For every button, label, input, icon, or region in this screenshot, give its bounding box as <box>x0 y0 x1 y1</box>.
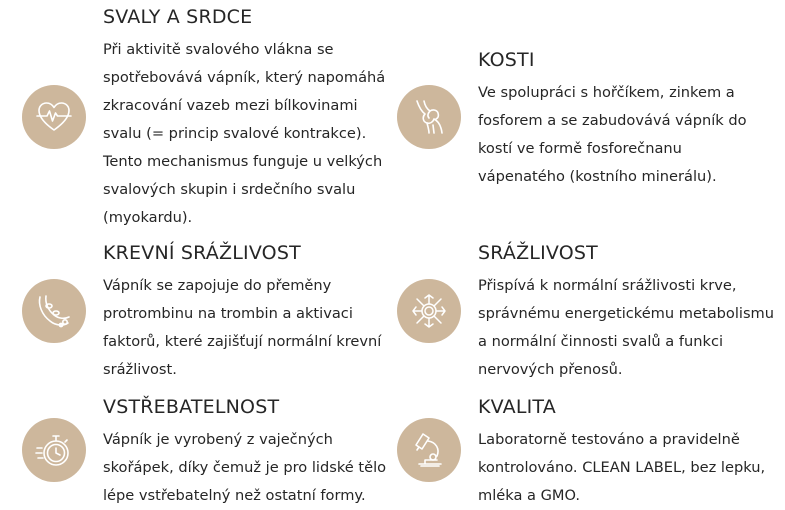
section-text: Ve spolupráci s hořčíkem, zinkem a fosforem a se zabudovává vápník do kostí ve formě fosforečnanu vápenatého (kostního minerálu). <box>478 84 747 185</box>
neuron-icon <box>397 279 461 343</box>
section-title: KVALITA <box>478 396 556 418</box>
section-title: SVALY A SRDCE <box>103 6 253 28</box>
section-text: Vápník se zapojuje do přeměny protrombinu na trombin a aktivaci faktorů, které zajišťují normální krevní srážlivost. <box>103 277 382 378</box>
section-title: KREVNÍ SRÁŽLIVOST <box>103 242 301 264</box>
knee-joint-icon <box>397 85 461 149</box>
section-text: Přispívá k normální srážlivosti krve, správnému energetickému metabolismu a normální činnosti svalů a funkci nervových přenosů. <box>478 277 775 378</box>
section-title: VSTŘEBATELNOST <box>103 396 280 418</box>
section-title: SRÁŽLIVOST <box>478 242 598 264</box>
heart-rate-icon <box>22 85 86 149</box>
microscope-icon <box>397 418 461 482</box>
section-title: KOSTI <box>478 49 535 71</box>
section-text: Laboratorně testováno a pravidelně kontrolováno. CLEAN LABEL, bez lepku, mléka a GMO. <box>478 431 766 504</box>
blood-vessel-icon <box>22 279 86 343</box>
section-text: Při aktivitě svalového vlákna se spotřebovává vápník, který napomáhá zkracování vazeb mezi bílkovinami svalu (= princip svalové kontrakce). Tento mechanismus funguje u velkých svalových skupin i srdečního svalu (myokardu). <box>103 41 386 226</box>
stopwatch-icon <box>22 418 86 482</box>
section-text: Vápník je vyrobený z vaječných skořápek, díky čemuž je pro lidské tělo lépe vstřebatelný než ostatní formy. <box>103 431 387 504</box>
